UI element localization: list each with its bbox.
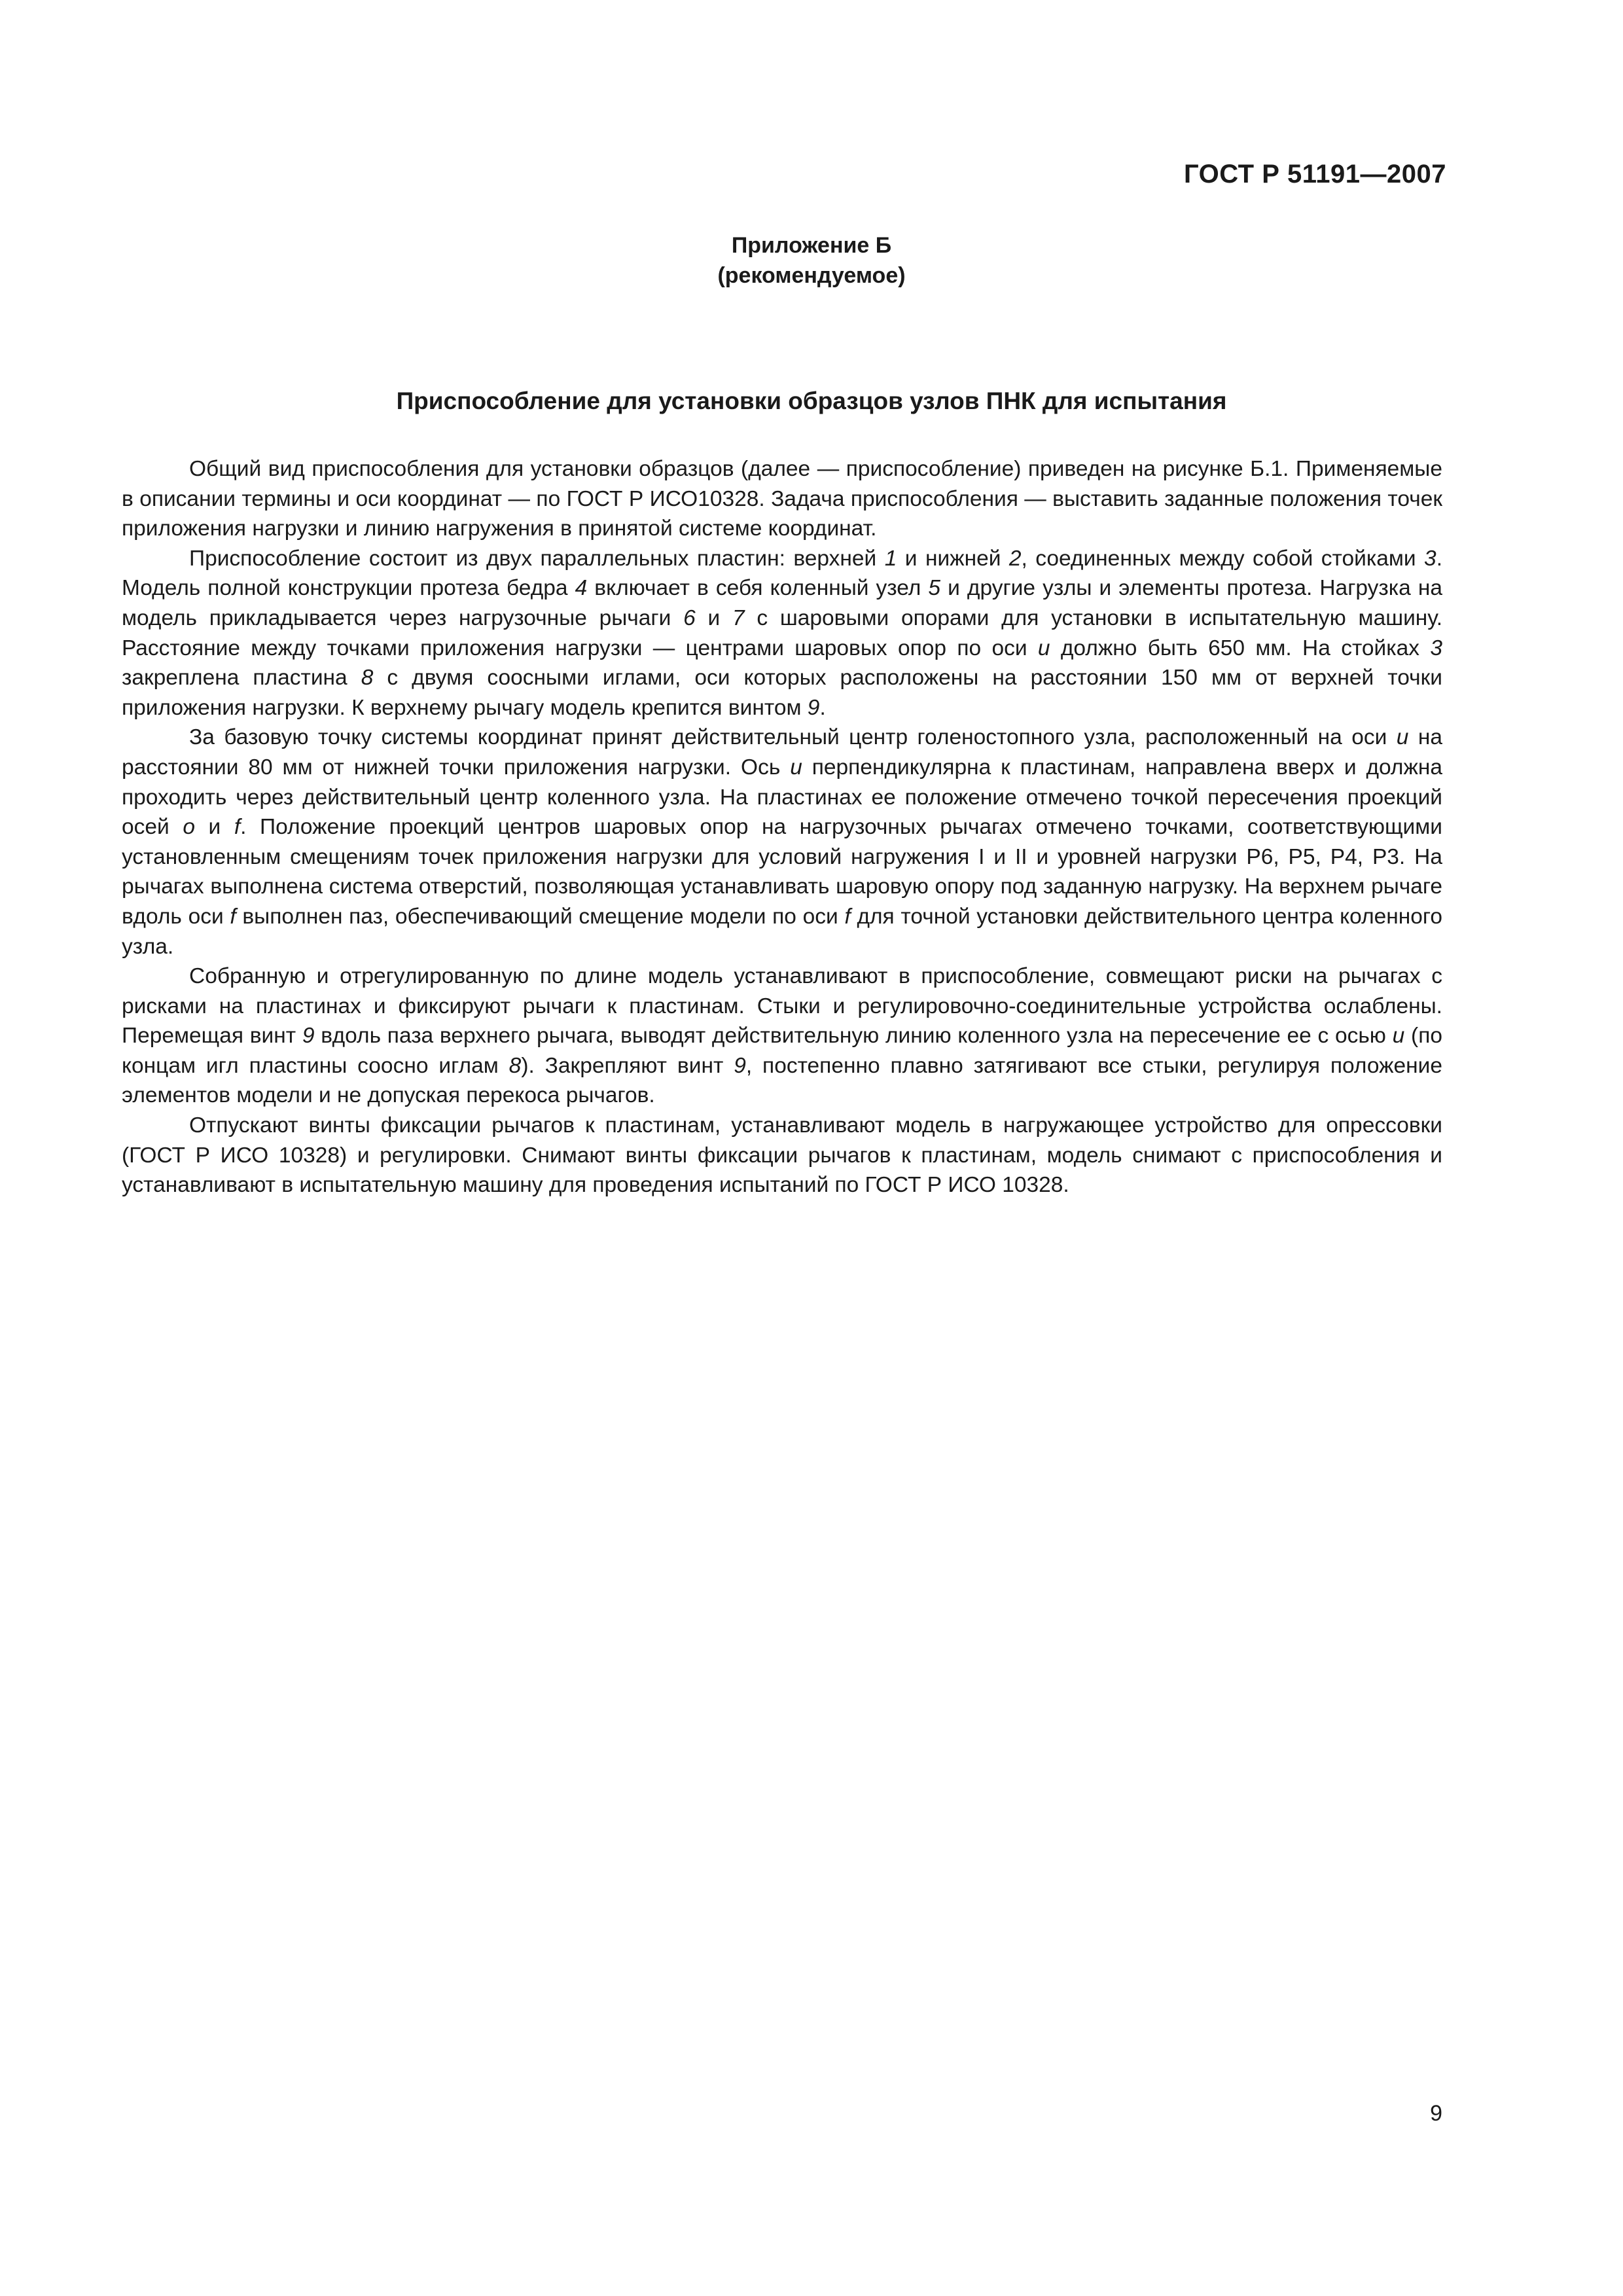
- paragraph-3: За базовую точку системы координат принят действительный центр голеностопного узла, расположенный на оси u на расстоянии 80 мм от нижней точки приложения нагрузки. Ось u перпендикулярна к пластинам, направлена вверх и должна проходить через действительный центр коленного узла. На пластинах ее положение отмечено точкой пересечения проекций осей o и f. Положение проекций центров шаровых опор на нагрузочных рычагах отмечено точками, соответствующими установленным смещениям точек приложения нагрузки для условий нагружения I и II и уровней нагрузки Р6, Р5, Р4, Р3. На рычагах выполнена система отверстий, позволяющая устанавливать шаровую опору под заданную нагрузку. На верхнем рычаге вдоль оси f выполнен паз, обеспечивающий смещение модели по оси f для точной установки действительного центра коленного узла.: [122, 725, 1442, 959]
- standard-number: ГОСТ Р 51191—2007: [1184, 160, 1446, 188]
- body-text: [122, 454, 1442, 1200]
- paragraph-5: Отпускают винты фиксации рычагов к пластинам, устанавливают модель в нагружающее устройство для опрессовки (ГОСТ Р ИСО 10328) и регулировки. Снимают винты фиксации рычагов к пластинам, модель снимают с приспособления и устанавливают в испытательную машину для проведения испытаний по ГОСТ Р ИСО 10328.: [122, 1113, 1442, 1198]
- appendix-label: Приложение Б: [731, 233, 892, 258]
- appendix-status: (рекомендуемое): [717, 263, 906, 288]
- paragraph-1: Общий вид приспособления для установки образцов (далее — приспособление) приведен на рисунке Б.1. Применяемые в описании термины и оси координат — по ГОСТ Р ИСО10328. Задача приспособления — выставить заданные положения точек приложения нагрузки и линию нагружения в принятой системе координат.: [122, 457, 1442, 541]
- paragraph-4: Собранную и отрегулированную по длине модель устанавливают в приспособление, совмещают риски на рычагах с рисками на пластинах и фиксируют рычаги к пластинам. Стыки и регулировочно-соединительные устройства ослаблены. Перемещая винт 9 вдоль паза верхнего рычага, выводят действительную линию коленного узла на пересечение ее с осью u (по концам игл пластины соосно иглам 8). Закрепляют винт 9, постепенно плавно затягивают все стыки, регулируя положение элементов модели и не допуская перекоса рычагов.: [122, 964, 1442, 1108]
- section-title: Приспособление для установки образцов узлов ПНК для испытания: [396, 387, 1227, 414]
- page-number: 9: [1430, 2101, 1442, 2126]
- paragraph-2: Приспособление состоит из двух параллельных пластин: верхней 1 и нижней 2, соединенных между собой стойками 3. Модель полной конструкции протеза бедра 4 включает в себя коленный узел 5 и другие узлы и элементы протеза. Нагрузка на модель прикладывается через нагрузочные рычаги 6 и 7 с шаровыми опорами для установки в испытательную машину. Расстояние между точками приложения нагрузки — центрами шаровых опор по оси u должно быть 650 мм. На стойках 3 закреплена пластина 8 с двумя соосными иглами, оси которых расположены на расстоянии 150 мм от верхней точки приложения нагрузки. К верхнему рычагу модель крепится винтом 9.: [122, 546, 1443, 720]
- appendix-heading: [0, 230, 1623, 291]
